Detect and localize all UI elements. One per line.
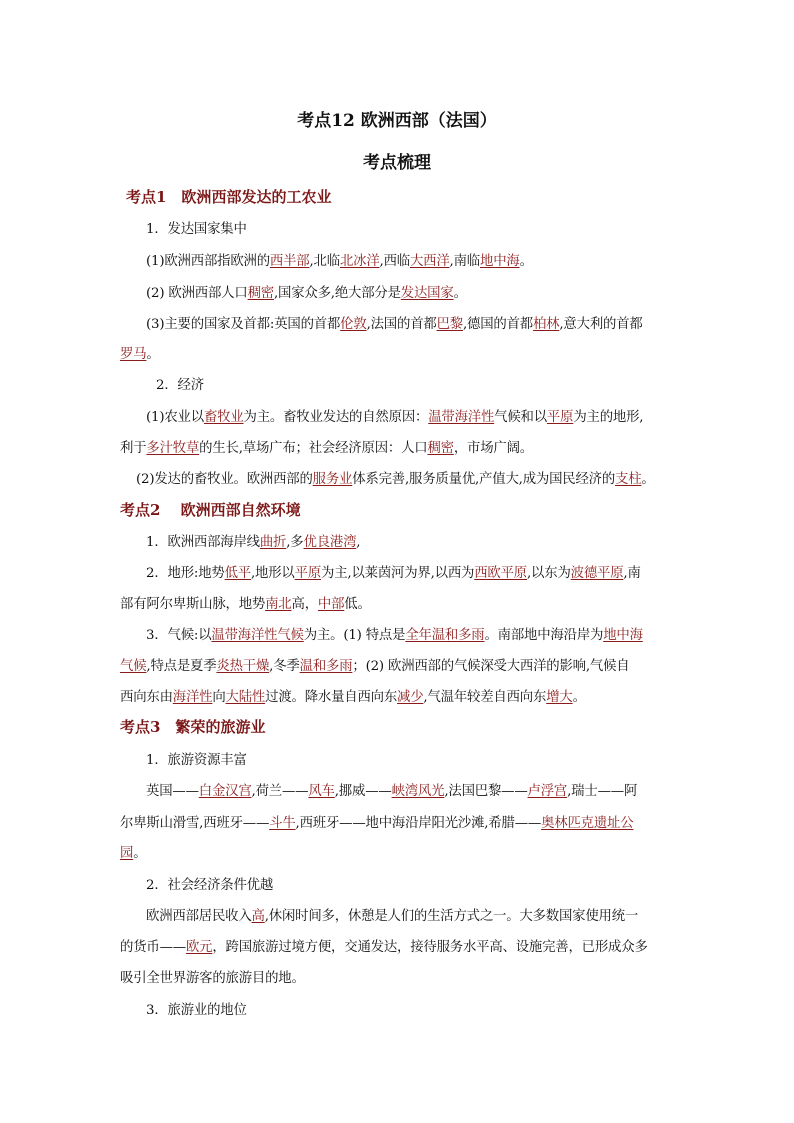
answer-blank: 欧元	[185, 940, 213, 955]
answer-blank: 南北	[265, 597, 292, 612]
answer-blank: 温和多雨	[299, 659, 353, 674]
text-segment: 。	[572, 690, 586, 705]
text-segment: ,意大利的首都	[559, 317, 643, 332]
text-segment: 1．发达国家集中	[146, 222, 247, 237]
answer-blank: 稠密	[247, 286, 274, 301]
answer-blank: 减少	[397, 690, 424, 705]
text-line	[146, 780, 637, 799]
answer-blank: 巴黎	[436, 317, 463, 332]
text-segment: 2．社会经济条件优越	[146, 878, 274, 893]
answer-blank: 园	[120, 846, 134, 861]
answer-blank: 西半部	[269, 254, 310, 269]
text-segment: (1)欧洲西部指欧洲的	[146, 254, 270, 269]
text-segment: 部有阿尔卑斯山脉，地势	[120, 597, 266, 612]
text-line	[156, 374, 204, 393]
text-segment: ，市场广阔。	[453, 441, 533, 456]
answer-blank: 大西洋	[409, 254, 450, 269]
text-segment: 低。	[344, 597, 371, 612]
text-segment: ,	[356, 535, 361, 550]
text-segment: 。	[453, 286, 467, 301]
text-line	[146, 562, 641, 581]
answer-blank: 奥林匹克遗址公	[541, 816, 634, 831]
page-title: 考点12 欧洲西部（法国）	[297, 111, 497, 131]
text-segment: (2)发达的畜牧业。欧洲西部的	[136, 472, 313, 487]
answer-blank: 增大	[546, 690, 573, 705]
text-segment: 气候和以	[494, 410, 547, 425]
section-heading-1: 考点1 欧洲西部发达的工农业	[126, 188, 332, 206]
text-line	[146, 313, 643, 332]
answer-blank: 全年温和多雨	[405, 628, 485, 643]
text-line	[120, 437, 533, 456]
answer-blank: 波德平原	[570, 566, 624, 581]
text-segment: 高，	[291, 597, 318, 612]
text-segment: ,南	[623, 566, 641, 581]
text-segment: ,特点是夏季	[146, 659, 217, 674]
answer-blank: 峡湾风光	[391, 784, 445, 799]
answer-blank: 风车	[308, 784, 335, 799]
answer-blank: 温带海洋性	[428, 410, 495, 425]
answer-blank: 发达国家	[400, 286, 454, 301]
text-segment: 英国——	[146, 784, 199, 799]
text-segment: 。	[146, 347, 160, 362]
text-segment: 利于	[120, 441, 147, 456]
text-segment: (3)主要的国家及首都:英国的首都	[146, 317, 341, 332]
text-line	[146, 406, 643, 425]
text-segment: 向	[212, 690, 226, 705]
text-line	[146, 250, 533, 269]
text-line	[120, 967, 305, 986]
text-segment: 2．经济	[156, 378, 204, 393]
text-segment: 3．旅游业的地位	[146, 1003, 247, 1018]
answer-blank: 伦敦	[340, 317, 367, 332]
answer-blank: 服务业	[312, 472, 353, 487]
answer-blank: 畜牧业	[203, 410, 244, 425]
text-segment: ,法国的首都	[366, 317, 437, 332]
text-segment: 体系完善,服务质量优,产值大,成为国民经济的	[352, 472, 616, 487]
text-segment: 西向东由	[120, 690, 173, 705]
text-segment: 尔卑斯山滑雪,西班牙——	[120, 816, 270, 831]
answer-blank: 优良港湾	[303, 535, 357, 550]
text-segment: 的生长,草场广布；社会经济原因：人口	[199, 441, 428, 456]
text-segment: ,北临	[309, 254, 340, 269]
text-segment: 过渡。降水量自西向东	[265, 690, 398, 705]
text-line	[120, 343, 160, 362]
text-line	[136, 468, 655, 487]
answer-blank: 低平	[224, 566, 251, 581]
answer-blank: 平原	[294, 566, 322, 581]
text-line	[146, 531, 360, 550]
section-heading-3: 考点3 繁荣的旅游业	[120, 718, 266, 736]
text-segment: 欧洲西部居民收入	[146, 909, 252, 924]
text-segment: ,荷兰——	[251, 784, 309, 799]
text-segment: 1．欧洲西部海岸线	[146, 535, 260, 550]
text-line	[120, 936, 648, 955]
answer-blank: 多汁牧草	[146, 441, 200, 456]
answer-blank: 高	[251, 909, 265, 924]
answer-blank: 海洋性	[172, 690, 213, 705]
text-line	[120, 842, 146, 861]
text-segment: 为主,以莱茵河为界,以西为	[321, 566, 475, 581]
text-segment: ,休闲时间多，休憩是人们的生活方式之一。大多数国家使用统一	[264, 909, 639, 924]
text-segment: ,西班牙——地中海沿岸阳光沙滩,希腊——	[295, 816, 542, 831]
text-segment: ,多	[286, 535, 304, 550]
answer-blank: 地中海	[603, 628, 643, 643]
answer-blank: 卢浮宫	[527, 784, 568, 799]
text-segment: ,西临	[379, 254, 410, 269]
text-segment: ,南临	[449, 254, 480, 269]
text-segment: (2) 欧洲西部人口	[146, 286, 248, 301]
answer-blank: 斗牛	[269, 816, 296, 831]
text-line	[120, 593, 371, 612]
text-segment: ,法国巴黎——	[444, 784, 528, 799]
text-segment: ,气温年较差自西向东	[423, 690, 547, 705]
answer-blank: 曲折	[259, 535, 287, 550]
text-segment: 吸引全世界游客的旅游目的地。	[120, 971, 305, 986]
answer-blank: 平原	[546, 410, 574, 425]
text-segment: ,地形以	[250, 566, 295, 581]
text-segment: ,国家众多,绝大部分是	[273, 286, 401, 301]
text-segment: 。南部地中海沿岸为	[484, 628, 604, 643]
answer-blank: 气候	[120, 659, 147, 674]
text-segment: 为主。畜牧业发达的自然原因：	[243, 410, 429, 425]
text-segment: 。	[519, 254, 533, 269]
text-line	[146, 905, 638, 924]
answer-blank: 罗马	[120, 347, 147, 362]
text-segment: ,挪威——	[334, 784, 392, 799]
text-segment: 。	[641, 472, 655, 487]
answer-blank: 温带海洋性气候	[211, 628, 304, 643]
section-heading-2: 考点2 欧洲西部自然环境	[120, 501, 301, 519]
text-segment: ；(2) 欧洲西部的气候深受大西洋的影响,气候自	[352, 659, 630, 674]
answer-blank: 稠密	[427, 441, 454, 456]
text-line	[120, 686, 586, 705]
text-segment: 的货币——	[120, 940, 186, 955]
answer-blank: 白金汉宫	[198, 784, 252, 799]
answer-blank: 柏林	[532, 317, 560, 332]
text-segment: 为主。(1) 特点是	[303, 628, 406, 643]
text-line	[146, 624, 643, 643]
text-segment: 。	[133, 846, 147, 861]
text-line	[146, 874, 273, 893]
answer-blank: 地中海	[480, 254, 520, 269]
text-line	[146, 749, 247, 768]
text-line	[146, 999, 247, 1018]
answer-blank: 炎热干燥	[216, 659, 270, 674]
text-segment: ,冬季	[269, 659, 300, 674]
text-segment: 为主的地形,	[573, 410, 644, 425]
text-segment: ，跨国旅游过境方便，交通发达，接待服务水平高、设施完善，已形成众多	[212, 940, 648, 955]
text-line	[120, 655, 630, 674]
answer-blank: 北冰洋	[339, 254, 380, 269]
text-segment: 2．地形:地势	[146, 566, 225, 581]
text-segment: ,以东为	[527, 566, 571, 581]
answer-blank: 中部	[317, 597, 345, 612]
text-line	[120, 812, 633, 831]
text-segment: (1)农业以	[146, 410, 204, 425]
page-subtitle: 考点梳理	[363, 153, 431, 173]
answer-blank: 西欧平原	[474, 566, 527, 581]
text-segment: ,瑞士——阿	[567, 784, 638, 799]
text-line	[146, 282, 467, 301]
text-segment: 1．旅游资源丰富	[146, 753, 247, 768]
answer-blank: 大陆性	[225, 690, 266, 705]
answer-blank: 支柱	[615, 472, 642, 487]
text-segment: ,德国的首都	[462, 317, 533, 332]
text-segment: 3．气候:以	[146, 628, 212, 643]
text-line	[146, 218, 247, 237]
